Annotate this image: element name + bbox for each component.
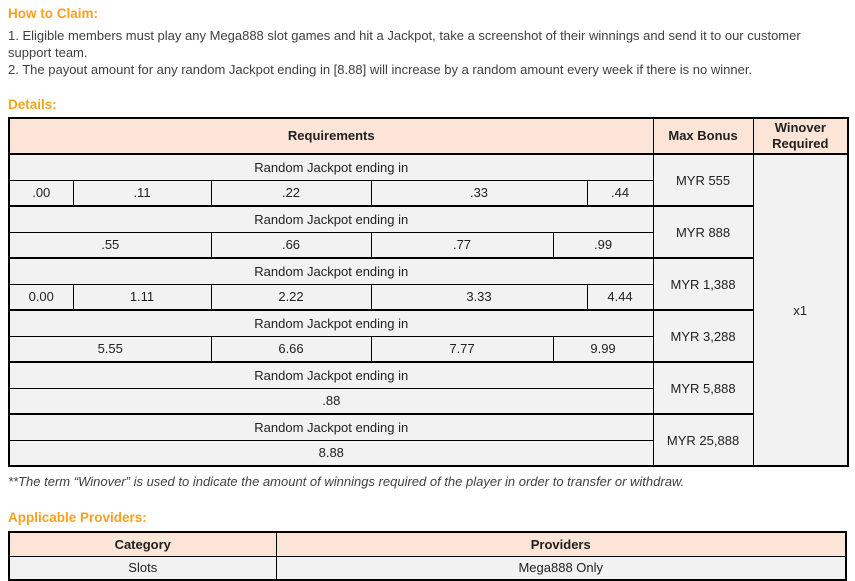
applicable-providers-section (8, 510, 847, 581)
jackpot-value: 2.22 (211, 284, 371, 310)
header-requirements: Requirements (9, 118, 653, 154)
details-header-row (9, 118, 848, 154)
providers-header-row (9, 532, 846, 556)
details-section (8, 97, 847, 489)
providers-table (8, 531, 847, 581)
how-to-claim-heading: How to Claim: (8, 6, 98, 21)
how-to-claim-section (8, 6, 847, 78)
max-bonus-5: MYR 5,888 (653, 362, 753, 414)
winover-footnote: **The term “Winover” is used to indicate the amount of winnings required of the player in order to transfer or withdraw. (8, 474, 685, 489)
table-row (9, 206, 848, 232)
jackpot-value: 0.00 (9, 284, 73, 310)
jackpot-value: 7.77 (371, 336, 553, 362)
jackpot-value: 6.66 (211, 336, 371, 362)
jackpot-value: .44 (587, 180, 653, 206)
jackpot-value: 9.99 (553, 336, 653, 362)
jackpot-value: 4.44 (587, 284, 653, 310)
jackpot-value: .33 (371, 180, 587, 206)
providers-value: Mega888 Only (276, 556, 846, 580)
header-category: Category (9, 532, 276, 556)
jackpot-label-3: Random Jackpot ending in (9, 258, 653, 284)
table-row (9, 258, 848, 284)
jackpot-label-6: Random Jackpot ending in (9, 414, 653, 440)
jackpot-value: .00 (9, 180, 73, 206)
winover-value: x1 (753, 154, 848, 466)
applicable-providers-heading: Applicable Providers: (8, 510, 147, 525)
claim-item-2: 2. The payout amount for any random Jackpot ending in [8.88] will increase by a random amount every week if there is no winner. (8, 62, 753, 77)
jackpot-label-5: Random Jackpot ending in (9, 362, 653, 388)
table-row (9, 310, 848, 336)
table-row (9, 154, 848, 180)
header-providers: Providers (276, 532, 846, 556)
jackpot-value: .11 (73, 180, 211, 206)
jackpot-value: 5.55 (9, 336, 211, 362)
jackpot-label-4: Random Jackpot ending in (9, 310, 653, 336)
max-bonus-1: MYR 555 (653, 154, 753, 206)
table-row (9, 362, 848, 388)
jackpot-value: .88 (9, 388, 653, 414)
jackpot-value: 8.88 (9, 440, 653, 466)
claim-item-1: 1. Eligible members must play any Mega888 slot games and hit a Jackpot, take a screenshot of their winnings and send it to our customer support team. (8, 28, 801, 60)
jackpot-value: .77 (371, 232, 553, 258)
header-max-bonus: Max Bonus (653, 118, 753, 154)
jackpot-value: 1.11 (73, 284, 211, 310)
details-table (8, 117, 849, 467)
jackpot-value: 3.33 (371, 284, 587, 310)
jackpot-value: .99 (553, 232, 653, 258)
jackpot-label-2: Random Jackpot ending in (9, 206, 653, 232)
max-bonus-3: MYR 1,388 (653, 258, 753, 310)
jackpot-label-1: Random Jackpot ending in (9, 154, 653, 180)
max-bonus-2: MYR 888 (653, 206, 753, 258)
details-heading: Details: (8, 97, 57, 112)
header-winover-required: Winover Required (753, 118, 848, 154)
jackpot-value: .22 (211, 180, 371, 206)
jackpot-value: .55 (9, 232, 211, 258)
max-bonus-4: MYR 3,288 (653, 310, 753, 362)
table-row (9, 414, 848, 440)
category-value: Slots (9, 556, 276, 580)
max-bonus-6: MYR 25,888 (653, 414, 753, 466)
jackpot-value: .66 (211, 232, 371, 258)
